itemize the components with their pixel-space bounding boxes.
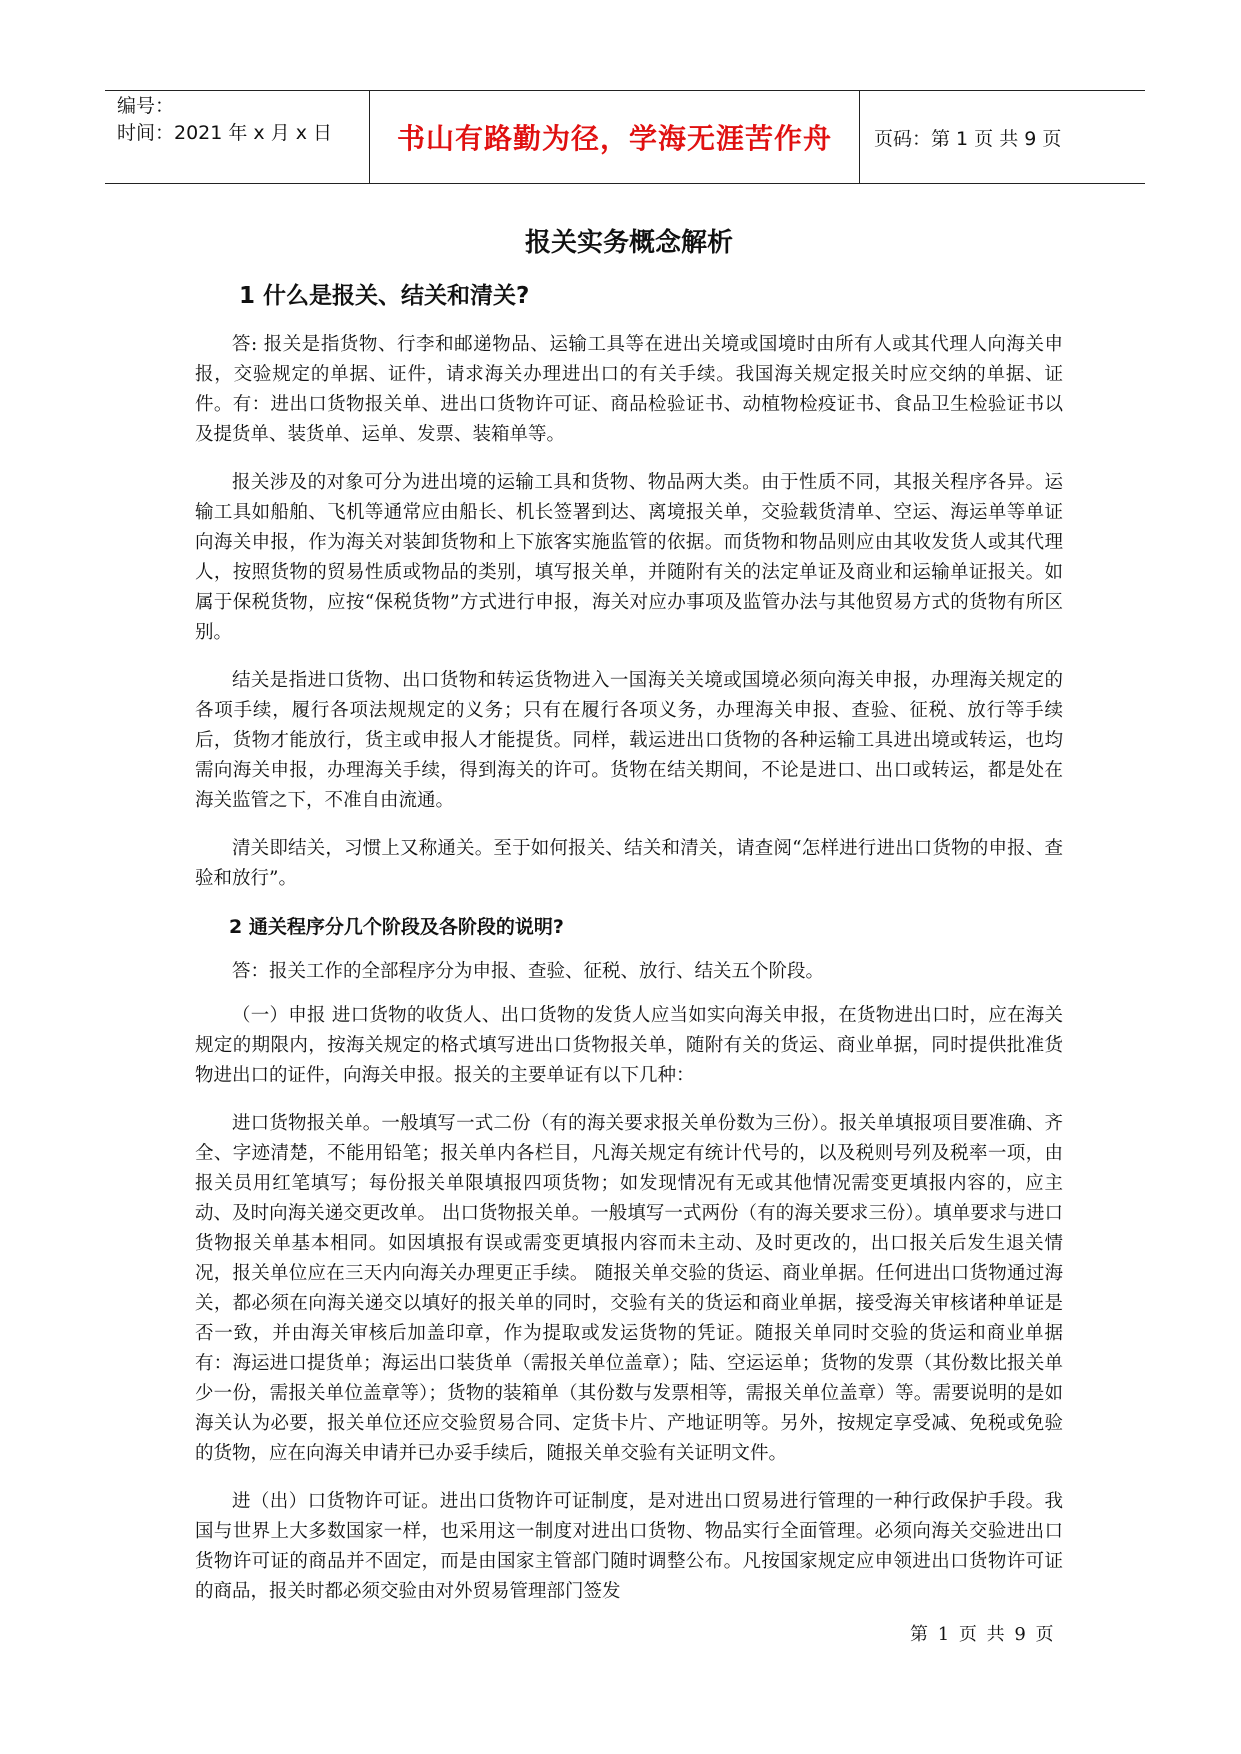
section-2-heading: 2 通关程序分几个阶段及各阶段的说明?: [229, 916, 564, 938]
document-title: 报关实务概念解析: [524, 228, 733, 258]
section-1-paragraph: 结关是指进口货物、出口货物和转运货物进入一国海关关境或国境必须向海关申报，办理海关规定的各项手续，履行各项法规规定的义务；只有在履行各项义务，办理海关申报、查验、征税、放行等手续后，货物才能放行，货主或申报人才能提货。同样，载运进出口货物的各种运输工具进出境或转运，也均需向海关申报，办理海关手续，得到海关的许可。货物在结关期间，不论是进口、出口或转运，都是处在海关监管之下，不准自由流通。: [195, 670, 1063, 811]
section-1-paragraph: 清关即结关，习惯上又称通关。至于如何报关、结关和清关，请查阅“怎样进行进出口货物的申报、查验和放行”。: [195, 838, 1063, 889]
document-body: [195, 222, 1063, 1625]
footer-page-number: 第 1 页 共 9 页: [910, 1624, 1056, 1645]
document-number-label: 编号：: [117, 95, 175, 117]
document-time-label: 时间：2021 年 x 月 x 日: [117, 122, 333, 144]
section-1-paragraph: 报关涉及的对象可分为进出境的运输工具和货物、物品两大类。由于性质不同，其报关程序各异。运输工具如船舶、飞机等通常应由船长、机长签署到达、离境报关单，交验载货清单、空运、海运单等单证向海关申报，作为海关对装卸货物和上下旅客实施监管的依据。而货物和物品则应由其收发货人或其代理人，按照货物的贸易性质或物品的类别，填写报关单，并随附有关的法定单证及商业和运输单证报关。如属于保税货物，应按“保税货物”方式进行申报，海关对应办事项及监管办法与其他贸易方式的货物有所区别。: [195, 472, 1063, 643]
header-page-number: 页码：第 1 页 共 9 页: [874, 127, 1062, 150]
section-2-paragraph: 答：报关工作的全部程序分为申报、查验、征税、放行、结关五个阶段。: [232, 961, 825, 982]
section-2-paragraph: 进口货物报关单。一般填写一式二份（有的海关要求报关单份数为三份）。报关单填报项目要准确、齐全、字迹清楚，不能用铅笔；报关单内各栏目，凡海关规定有统计代号的，以及税则号列及税率一项，由报关员用红笔填写；每份报关单限填报四项货物；如发现情况有无或其他情况需变更填报内容的，应主动、及时向海关递交更改单。 出口货物报关单。一般填写一式两份（有的海关要求三份）。填单要求与进口货物报关单基本相同。如因填报有误或需变更填报内容而未主动、及时更改的，出口报关后发生退关情况，报关单位应在三天内向海关办理更正手续。 随报关单交验的货运、商业单据。任何进出口货物通过海关，都必须在向海关递交以填好的报关单的同时，交验有关的货运和商业单据，接受海关审核诸种单证是否一致，并由海关审核后加盖印章，作为提取或发运货物的凭证。随报关单同时交验的货运和商业单据有：海运进口提货单；海运出口装货单（需报关单位盖章）；陆、空运运单；货物的发票（其份数比报关单少一份，需报关单位盖章等）；货物的装箱单（其份数与发票相等，需报关单位盖章）等。需要说明的是如海关认为必要，报关单位还应交验贸易合同、定货卡片、产地证明等。另外，按规定享受减、免税或免验的货物，应在向海关申请并已办妥手续后，随报关单交验有关证明文件。: [195, 1113, 1063, 1464]
section-2-paragraph: （一）申报 进口货物的收货人、出口货物的发货人应当如实向海关申报，在货物进出口时，应在海关规定的期限内，按海关规定的格式填写进出口货物报关单，随附有关的货运、商业单据，同时提供批准货物进出口的证件，向海关申报。报关的主要单证有以下几种：: [195, 1005, 1063, 1086]
header-table: [105, 90, 1145, 184]
header-page-cell: [860, 91, 1145, 183]
header-info-cell: [105, 91, 370, 183]
section-1-paragraph: 答: 报关是指货物、行李和邮递物品、运输工具等在进出关境或国境时由所有人或其代理人向海关申报，交验规定的单据、证件，请求海关办理进出口的有关手续。我国海关规定报关时应交纳的单据、证件。有：进出口货物报关单、进出口货物许可证、商品检验证书、动植物检疫证书、食品卫生检验证书以及提货单、装货单、运单、发票、装箱单等。: [195, 334, 1063, 445]
header-motto: 书山有路勤为径，学海无涯苦作舟: [396, 122, 832, 155]
section-2-paragraph: 进（出）口货物许可证。进出口货物许可证制度，是对进出口贸易进行管理的一种行政保护手段。我国与世界上大多数国家一样，也采用这一制度对进出口货物、物品实行全面管理。必须向海关交验进出口货物许可证的商品并不固定，而是由国家主管部门随时调整公布。凡按国家规定应申领进出口货物许可证的商品，报关时都必须交验由对外贸易管理部门签发: [195, 1491, 1063, 1602]
header-motto-cell: [370, 91, 860, 183]
section-1-heading: 1 什么是报关、结关和清关?: [239, 283, 530, 309]
